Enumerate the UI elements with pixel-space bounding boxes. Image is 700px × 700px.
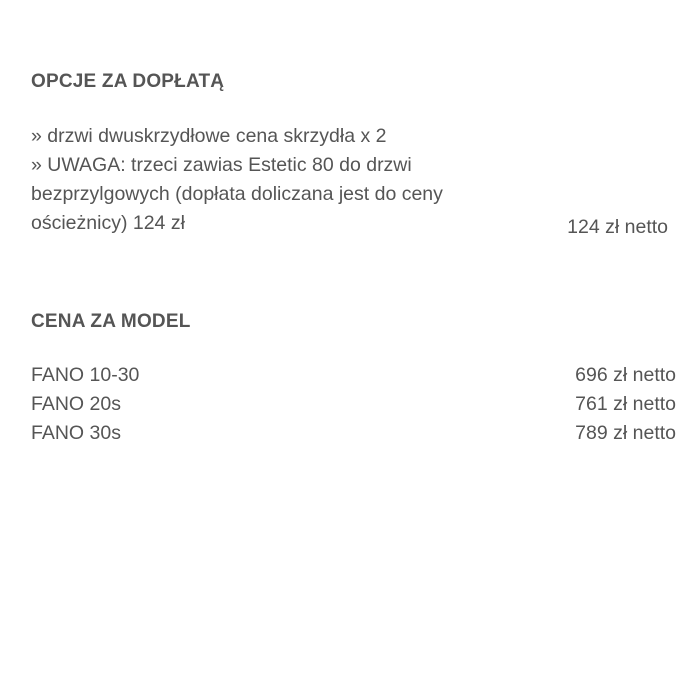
model-price: 789 zł netto: [575, 422, 676, 444]
model-row: [31, 390, 676, 419]
options-price: 124 zł netto: [567, 216, 668, 238]
model-row: [31, 361, 676, 390]
model-row: [31, 419, 676, 448]
option-line-third-hinge: » UWAGA: trzeci zawias Estetic 80 do drzwi bezprzylgowych (dopłata doliczana jest do ceny ościeżnicy) 124 zł: [31, 154, 449, 234]
models-section-title: CENA ZA MODEL: [31, 311, 191, 332]
option-line-double-door: » drzwi dwuskrzydłowe cena skrzydła x 2: [31, 125, 387, 147]
model-price: 761 zł netto: [575, 393, 676, 415]
model-name: FANO 10-30: [31, 364, 140, 386]
model-name: FANO 20s: [31, 393, 121, 415]
model-price-list: [31, 361, 676, 448]
model-price: 696 zł netto: [575, 364, 676, 386]
options-description: [31, 122, 521, 238]
model-name: FANO 30s: [31, 422, 121, 444]
options-section-title: OPCJE ZA DOPŁATĄ: [31, 71, 225, 92]
